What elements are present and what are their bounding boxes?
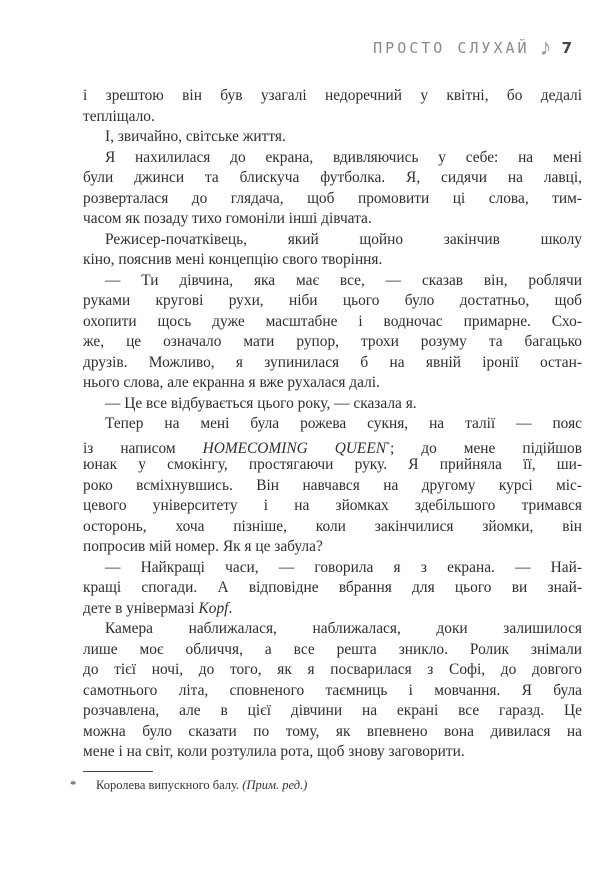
text-line: роко всміхнувшись. Він навчався на другому курсі міс- [83,476,582,494]
text-line: юнак у смокінгу, простягаючи руку. Я прийняла її, ши- [83,456,582,473]
text-line: осторонь, хоча пізніше, коли закінчилися зйомки, він [83,517,582,535]
text-line: можна було сказати по тому, як впевнено вона дивилася на [83,722,582,740]
text-line: мене і на світ, коли розтулила рота, щоб знову заговорити. [83,743,465,760]
text-line: руками кругові рухи, ніби цього було достатньо, щоб [83,292,582,309]
text-line: тепліщало. [83,107,155,125]
text-line: кращі спогади. А відповідне вбрання для цього ви знай- [83,579,582,596]
text-line: дете в універмазі Kopf. [83,599,233,617]
paragraph [83,558,582,620]
text-line: і зрештою він був узагалі недоречний у квітні, бо дедалі [83,87,582,104]
text-line: розверталася до глядача, щоб промовити ці слова, тим- [83,189,582,207]
paragraph [83,86,582,127]
text-line: — Ти дівчина, яка має все, — сказав він, роблячи [105,271,582,289]
text-line: до тієї ночі, до того, як я посварилася з Софі, до довгого [83,661,582,678]
body-text [83,86,582,763]
footnote-ref: * [386,439,391,449]
paragraph [83,394,582,415]
paragraph [83,230,582,271]
paragraph [83,619,582,763]
footnote-mark: * [70,778,77,792]
text-line: були джинси та блискуча футболка. Я, сидячи на лавці, [83,169,582,186]
music-note-icon: ♪ [539,35,552,61]
italic-text: Kopf [198,599,229,617]
text-line: нього слова, але екранна я вже рухалася далі. [83,374,380,391]
running-header [373,36,572,60]
text-line: охопити щось дуже масштабне і водночас примарне. Схо- [83,312,582,330]
text-line: Режисер-початківець, який щойно закінчив школу [105,230,582,248]
paragraph [83,414,582,558]
text-line: розчавлена, але в цієї дівчини на екрані все гаразд. Це [83,702,582,719]
text-line: цевого університету і на зйомках здебільшого тримався [83,497,582,514]
text-line: попросив мій номер. Як я це забула? [83,538,323,555]
footnote-editor-note: (Прим. ред.) [242,778,308,792]
page-number: 7 [561,39,572,57]
paragraph [83,127,582,148]
text-line: — Найкращі часи, — говорила я з екрана. — Най- [105,558,582,576]
footnote [70,778,307,793]
text-line: кіно, пояснив мені концепцію свого творіння. [83,251,383,268]
italic-text: HOMECOMING QUEEN [202,439,387,457]
text-line: лише моє обличчя, а все решта зникло. Ролик знімали [83,640,582,658]
text-line: Тепер на мені була рожева сукня, на талії — пояс [105,415,582,432]
text-line: Я нахилилася до екрана, вдивляючись у себе: на мені [105,148,582,166]
paragraph [83,271,582,394]
text-line: — Це все відбувається цього року, — сказала я. [105,394,417,412]
text-line: І, звичайно, світське життя. [105,128,286,145]
paragraph [83,148,582,230]
text-line: самотнього літа, сповненого таємниць і мовчання. Я була [83,681,582,699]
running-title: ПРОСТО СЛУХАЙ [373,39,530,57]
text-line: Камера наближалася, наближалася, доки залишилося [105,620,582,637]
footnote-text: Королева випускного балу. [96,778,243,792]
footnote-divider [83,771,153,772]
text-line: із написом HOMECOMING QUEEN*; до мене підійшов [83,439,582,457]
text-line: же, це означало мати рупор, трохи розуму та багацько [83,333,582,350]
text-line: друзів. Можливо, я зупинилася б на явній іронії остан- [83,353,582,371]
text-line: часом як позаду тихо гомоніли інші дівчата. [83,210,372,227]
